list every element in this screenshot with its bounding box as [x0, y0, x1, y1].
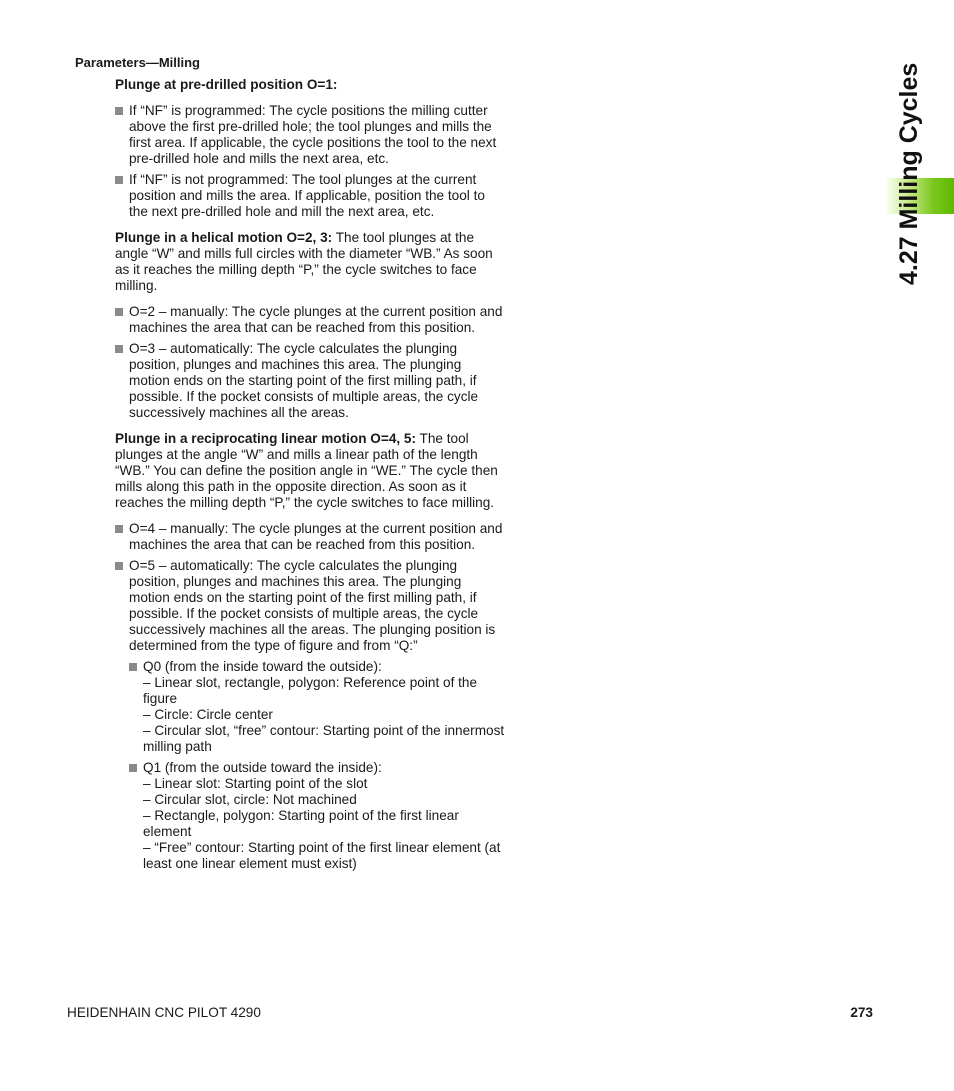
list-item	[115, 521, 505, 553]
q-item-line: – Circular slot, circle: Not machined	[143, 792, 357, 807]
bullet-square-icon	[115, 176, 123, 184]
q-item-line: – Circle: Circle center	[143, 707, 273, 722]
list-item	[115, 341, 505, 421]
helical-list	[115, 304, 505, 421]
list-item-text: If “NF” is not programmed: The tool plunges at the current position and mills the area. If applicable, position the tool to the next pre-drilled hole and mill the next area, etc.	[129, 172, 485, 219]
reciprocating-heading: Plunge in a reciprocating linear motion O=4, 5:	[115, 431, 417, 446]
list-item	[115, 304, 505, 336]
page-number: 273	[850, 1005, 873, 1020]
main-content	[115, 77, 505, 882]
q-item-line: – Linear slot: Starting point of the slot	[143, 776, 368, 791]
pre-drilled-heading-text: Plunge at pre-drilled position O=1:	[115, 77, 338, 92]
list-item	[115, 172, 505, 220]
chapter-sidebar-title: 4.27 Milling Cycles	[895, 62, 923, 285]
list-item-text: O=2 – manually: The cycle plunges at the current position and machines the area that can be reached from this position.	[129, 304, 503, 335]
section-title: Parameters—Milling	[75, 55, 200, 70]
q-item-title: Q0 (from the inside toward the outside):	[143, 659, 382, 674]
bullet-square-icon	[115, 562, 123, 570]
reciprocating-list	[115, 521, 505, 872]
reciprocating-text: The tool plunges at the angle “W” and mills a linear path of the length “WB.” You can define the position angle in “WE.” The cycle then mills along this path in the opposite direction. As soon as it reaches the milling depth “P,” the cycle switches to face milling.	[115, 431, 498, 510]
list-item-text: O=4 – manually: The cycle plunges at the current position and machines the area that can be reached from this position.	[129, 521, 503, 552]
list-item	[115, 558, 505, 654]
bullet-square-icon	[115, 345, 123, 353]
q-item-line: – “Free” contour: Starting point of the first linear element (at least one linear element must exist)	[143, 840, 501, 871]
bullet-square-icon	[115, 107, 123, 115]
helical-paragraph	[115, 230, 505, 294]
q-item-line: – Rectangle, polygon: Starting point of the first linear element	[143, 808, 459, 839]
pre-drilled-heading	[115, 77, 505, 93]
q-item	[129, 760, 505, 872]
q-item-line: – Linear slot, rectangle, polygon: Reference point of the figure	[143, 675, 478, 706]
q-item	[129, 659, 505, 755]
helical-text: The tool plunges at the angle “W” and mills full circles with the diameter “WB.” As soon as it reaches the milling depth “P,” the cycle switches to face milling.	[115, 230, 493, 293]
pre-drilled-list	[115, 103, 505, 220]
q-item-title: Q1 (from the outside toward the inside):	[143, 760, 382, 775]
list-item-text: If “NF” is programmed: The cycle positions the milling cutter above the first pre-drilled hole; the tool plunges and mills the first area. If applicable, the cycle positions the tool to the next pre-drilled hole and mills the next area, etc.	[129, 103, 497, 166]
bullet-square-icon	[129, 764, 137, 772]
list-item-text: O=5 – automatically: The cycle calculates the plunging position, plunges and machines this area. The plunging motion ends on the starting point of the first milling path, if possible. If the pocket consists of multiple areas, the cycle successively machines all the areas. The plunging position is determined from the type of figure and from “Q:”	[129, 558, 496, 653]
list-item	[115, 103, 505, 167]
reciprocating-paragraph	[115, 431, 505, 511]
footer-product-name: HEIDENHAIN CNC PILOT 4290	[67, 1005, 261, 1020]
bullet-square-icon	[129, 663, 137, 671]
list-item-text: O=3 – automatically: The cycle calculates the plunging position, plunges and machines this area. The plunging motion ends on the starting point of the first milling path, if possible. If the pocket consists of multiple areas, the cycle successively machines all the areas.	[129, 341, 479, 420]
bullet-square-icon	[115, 308, 123, 316]
bullet-square-icon	[115, 525, 123, 533]
helical-heading: Plunge in a helical motion O=2, 3:	[115, 230, 333, 245]
q-item-line: – Circular slot, “free” contour: Starting point of the innermost milling path	[143, 723, 505, 754]
